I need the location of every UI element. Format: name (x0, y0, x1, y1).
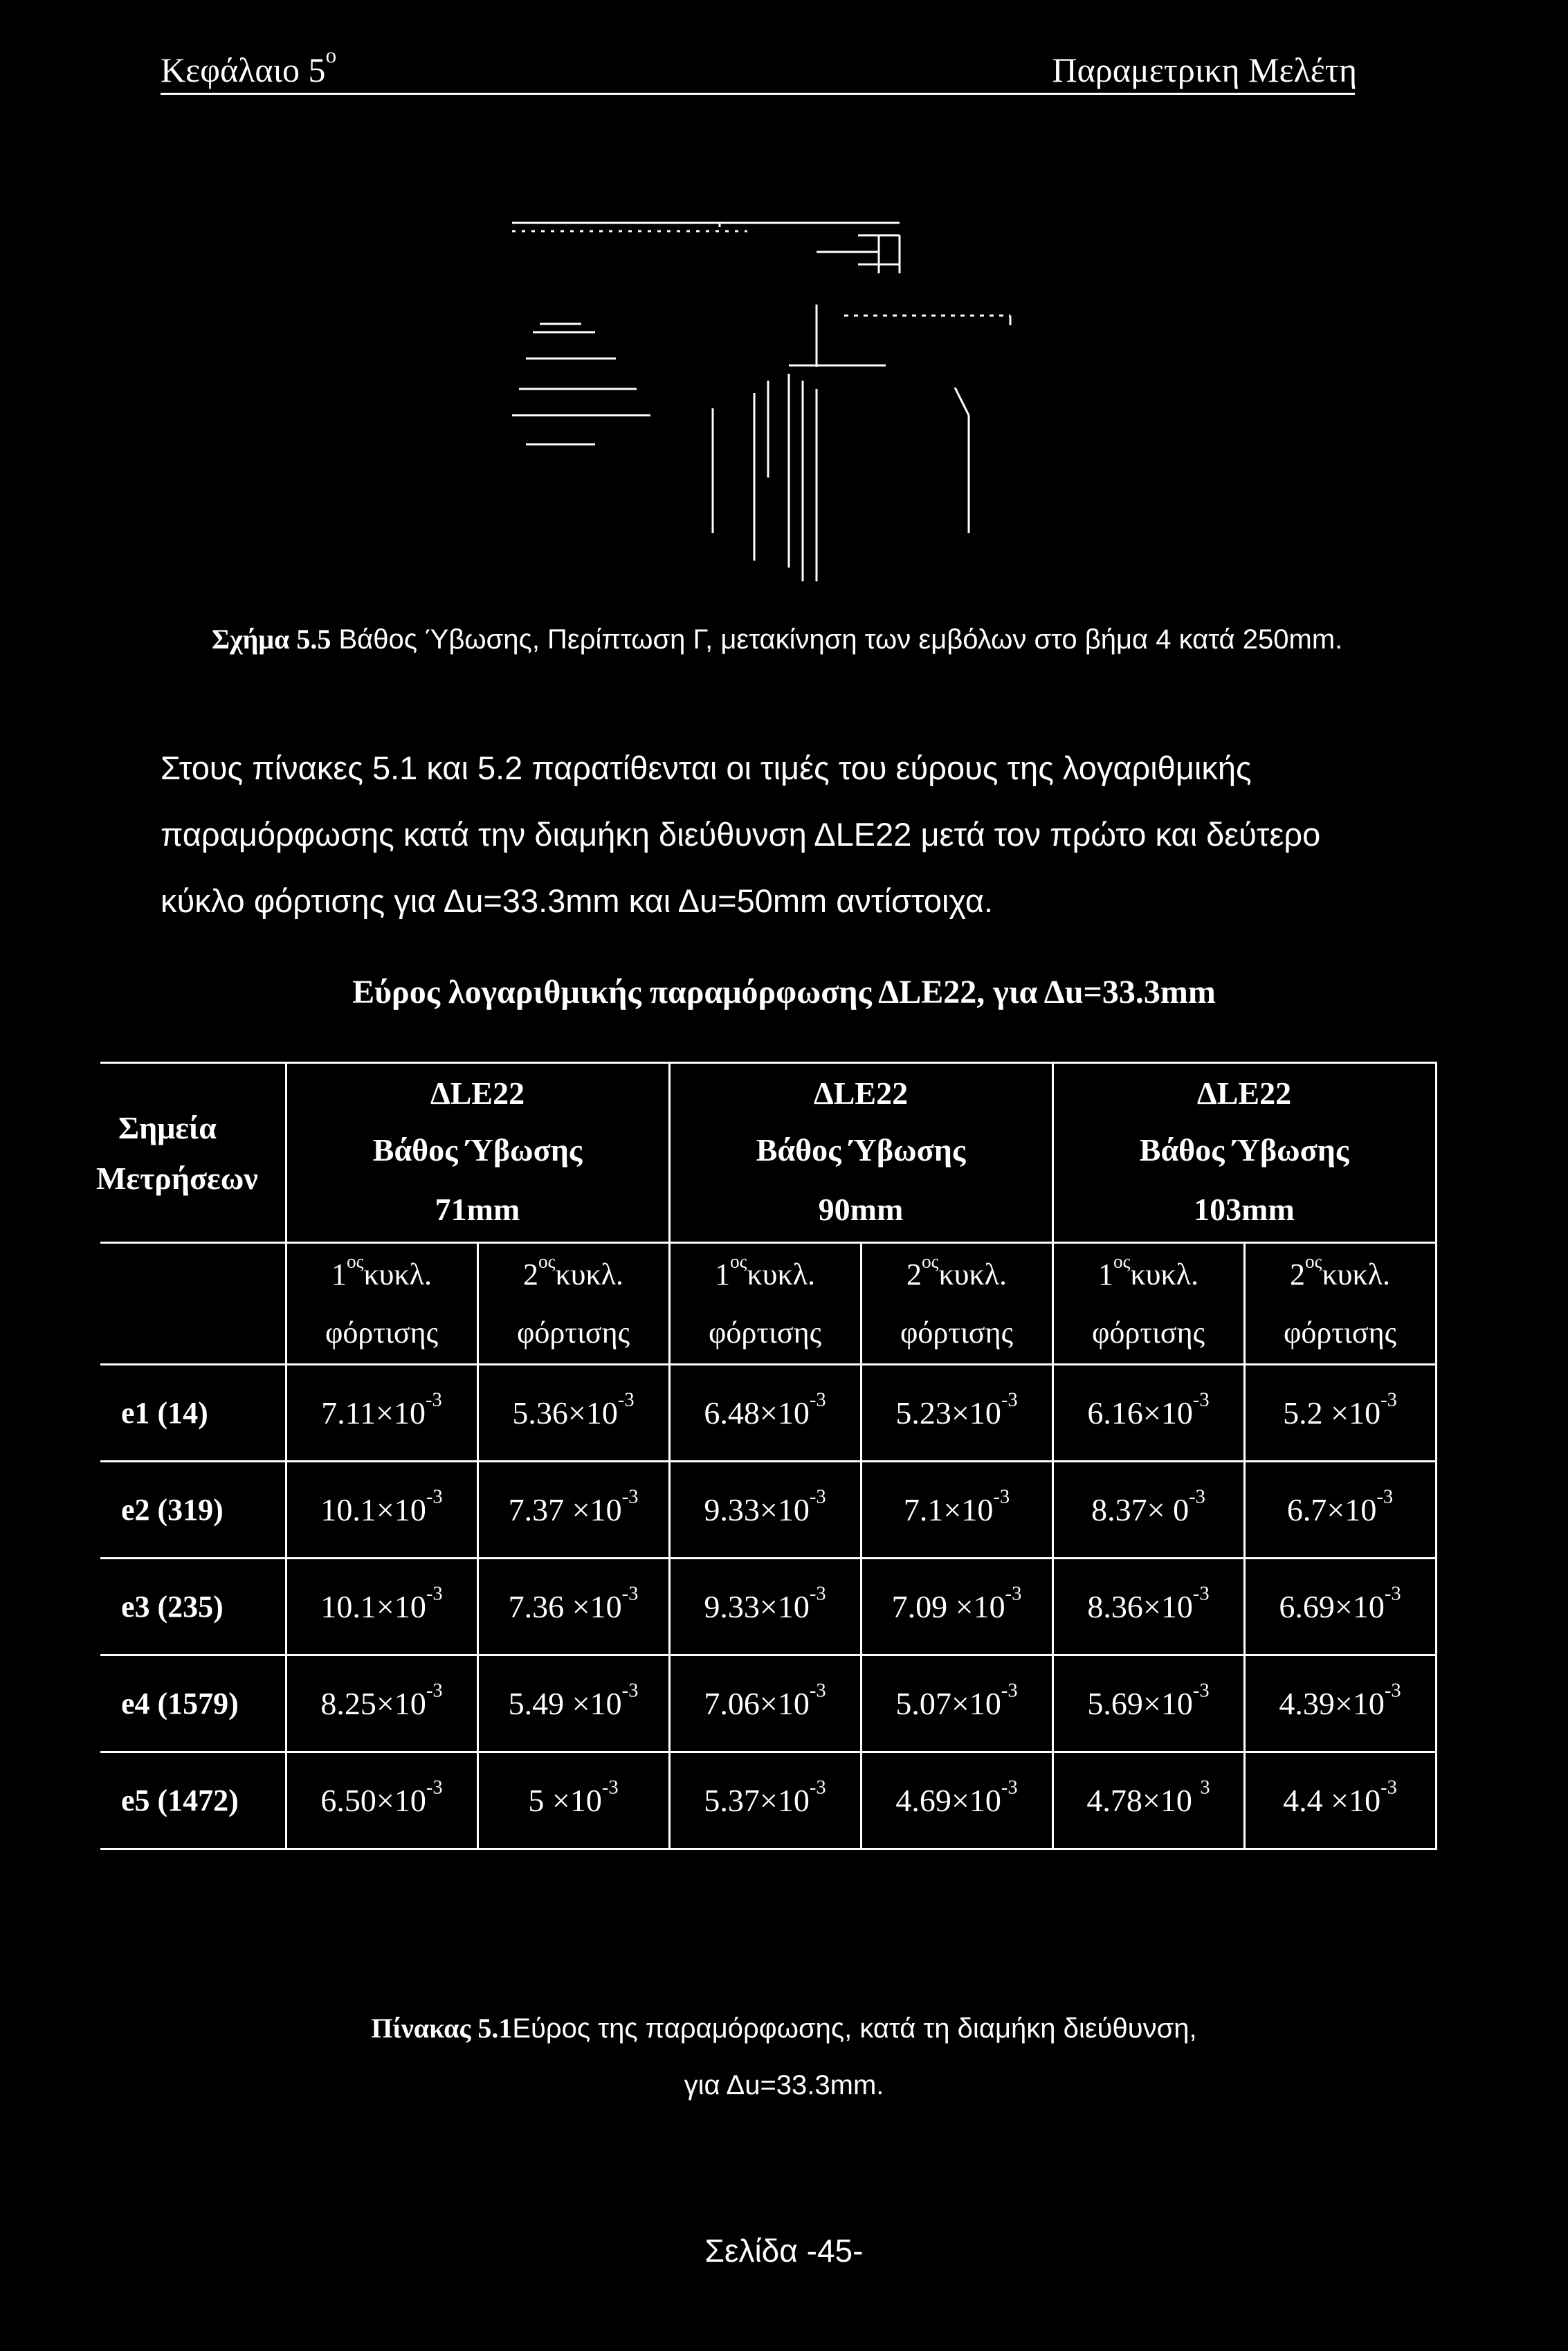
group-depth: 71mm (286, 1178, 669, 1243)
table-cell: $7.09 \times 10^{-3}$ (861, 1559, 1052, 1655)
row-label: e5 (1472) (100, 1752, 286, 1849)
group-depth: 90mm (669, 1178, 1052, 1243)
table-cell: $6.48\times 10^{-3}$ (669, 1365, 861, 1462)
table-row (100, 1559, 1436, 1655)
chapter-title: Κεφάλαιο 5 (161, 51, 326, 89)
figure-caption-text: Βάθος Ύβωσης, Περίπτωση Γ, μετακίνηση των εμβόλων στο βήμα 4 κατά 250mm. (331, 624, 1343, 655)
table-cell: $7.37 \times 10^{-3}$ (477, 1462, 669, 1559)
chapter-sup: ο (325, 43, 337, 68)
table-caption-line: για Δu=33.3mm. (684, 2070, 884, 2100)
table-cell: 4.78×10 $^3$ (1052, 1752, 1244, 1849)
table-caption-line: Εύρος της παραμόρφωσης, κατά τη διαμήκη διεύθυνση, (512, 2013, 1197, 2044)
table-cell: $5.2 \times 10^{-3}$ (1244, 1365, 1436, 1462)
group-name: ΔLE22 (286, 1063, 669, 1123)
group-name: ΔLE22 (1052, 1063, 1436, 1123)
table-cell: $8.36\times 10^{-3}$ (1052, 1559, 1244, 1655)
chapter-heading (161, 43, 337, 90)
table-cell: $10.1\times 10^{-3}$ (286, 1559, 477, 1655)
table-cell: $5.69\times 10^{-3}$ (1052, 1655, 1244, 1752)
group-name: ΔLE22 (669, 1063, 1052, 1123)
paragraph-line: κύκλο φόρτισης για Δu=33.3mm και Δu=50mm αντίστοιχα. (161, 882, 994, 919)
table-cell: $7.11\times 10^{-3}$ (286, 1365, 477, 1462)
table-cell: $9.33\times 10^{-3}$ (669, 1462, 861, 1559)
table-cell: $6.69\times 10^{-3}$ (1244, 1559, 1436, 1655)
points-header-blank (100, 1243, 286, 1365)
figure-drawing (484, 208, 1107, 581)
table-cell: $6.7\times 10^{-3}$ (1244, 1462, 1436, 1559)
table-row (100, 1655, 1436, 1752)
cycle-header: $1^{o\varsigma}\kappa\upsilon\kappa\lambda$. φόρτισης (286, 1243, 477, 1365)
table-cell: $6.16\times 10^{-3}$ (1052, 1365, 1244, 1462)
table-caption (0, 2000, 1568, 2114)
table-cell: $5.23\times 10^{-3}$ (861, 1365, 1052, 1462)
cycle-header: $1^{o\varsigma}\kappa\upsilon\kappa\lambda$. φόρτισης (669, 1243, 861, 1365)
table-cell: $8.37\times 0^{-3}$ (1052, 1462, 1244, 1559)
table-row (100, 1365, 1436, 1462)
table-row (100, 1462, 1436, 1559)
table-cell: $7.1\times 10^{-3}$ (861, 1462, 1052, 1559)
table-cell: $4.39\times 10^{-3}$ (1244, 1655, 1436, 1752)
table-cell: $6.50\times 10^{-3}$ (286, 1752, 477, 1849)
cycle-header: $2^{o\varsigma}\kappa\upsilon\kappa\lambda$. φόρτισης (861, 1243, 1052, 1365)
group-subtitle: Βάθος Ύβωσης (669, 1123, 1052, 1178)
paragraph-line: Στους πίνακες 5.1 και 5.2 παρατίθενται οι τιμές του εύρους της λογαριθμικής (161, 750, 1252, 786)
table-cell: $5.37\times 10^{-3}$ (669, 1752, 861, 1849)
row-label: e3 (235) (100, 1559, 286, 1655)
figure-caption (212, 623, 1342, 655)
row-label: e1 (14) (100, 1365, 286, 1462)
table-cell: $10.1\times 10^{-3}$ (286, 1462, 477, 1559)
body-paragraph (161, 735, 1378, 934)
header-rule (161, 93, 1355, 95)
table-cell: $4.4 \times 10^{-3}$ (1244, 1752, 1436, 1849)
cycle-header: $2^{o\varsigma}\kappa\upsilon\kappa\lambda$. φόρτισης (1244, 1243, 1436, 1365)
table-cell: $5.49 \times 10^{-3}$ (477, 1655, 669, 1752)
row-label: e4 (1579) (100, 1655, 286, 1752)
table-cell: $5.36\times 10^{-3}$ (477, 1365, 669, 1462)
table-caption-label: Πίνακας 5.1 (371, 2013, 513, 2044)
points-label-2: Μετρήσεων (96, 1160, 258, 1196)
group-subtitle: Βάθος Ύβωσης (1052, 1123, 1436, 1178)
data-table (96, 1062, 1437, 1850)
page-number: Σελίδα -45- (704, 2233, 864, 2269)
paragraph-line: παραμόρφωσης κατά την διαμήκη διεύθυνση ΔLE22 μετά τον πρώτο και δεύτερο (161, 816, 1321, 853)
cycle-header: $2^{o\varsigma}\kappa\upsilon\kappa\lambda$. φόρτισης (477, 1243, 669, 1365)
table-row (100, 1752, 1436, 1849)
table-cell: $5.07\times 10^{-3}$ (861, 1655, 1052, 1752)
row-label: e2 (319) (100, 1462, 286, 1559)
table-title: Εύρος λογαριθμικής παραμόρφωσης ΔLE22, για Δu=33.3mm (352, 974, 1216, 1010)
cycle-header: $1^{o\varsigma}\kappa\upsilon\kappa\lambda$. φόρτισης (1052, 1243, 1244, 1365)
table-cell: $7.06\times 10^{-3}$ (669, 1655, 861, 1752)
table-cell: $8.25\times 10^{-3}$ (286, 1655, 477, 1752)
points-header (96, 1063, 286, 1243)
section-heading: Παραμετρικη Μελέτη (1052, 51, 1357, 89)
cycle-header-row (100, 1243, 1436, 1365)
group-depth: 103mm (1052, 1178, 1436, 1243)
points-label-1: Σημεία (118, 1109, 217, 1145)
table-cell: $5 \times 10^{-3}$ (477, 1752, 669, 1849)
group-subtitle: Βάθος Ύβωσης (286, 1123, 669, 1178)
table-cell: $7.36 \times 10^{-3}$ (477, 1559, 669, 1655)
table-cell: $9.33\times 10^{-3}$ (669, 1559, 861, 1655)
table-cell: $4.69\times 10^{-3}$ (861, 1752, 1052, 1849)
figure-caption-label: Σχήμα 5.5 (212, 624, 331, 655)
